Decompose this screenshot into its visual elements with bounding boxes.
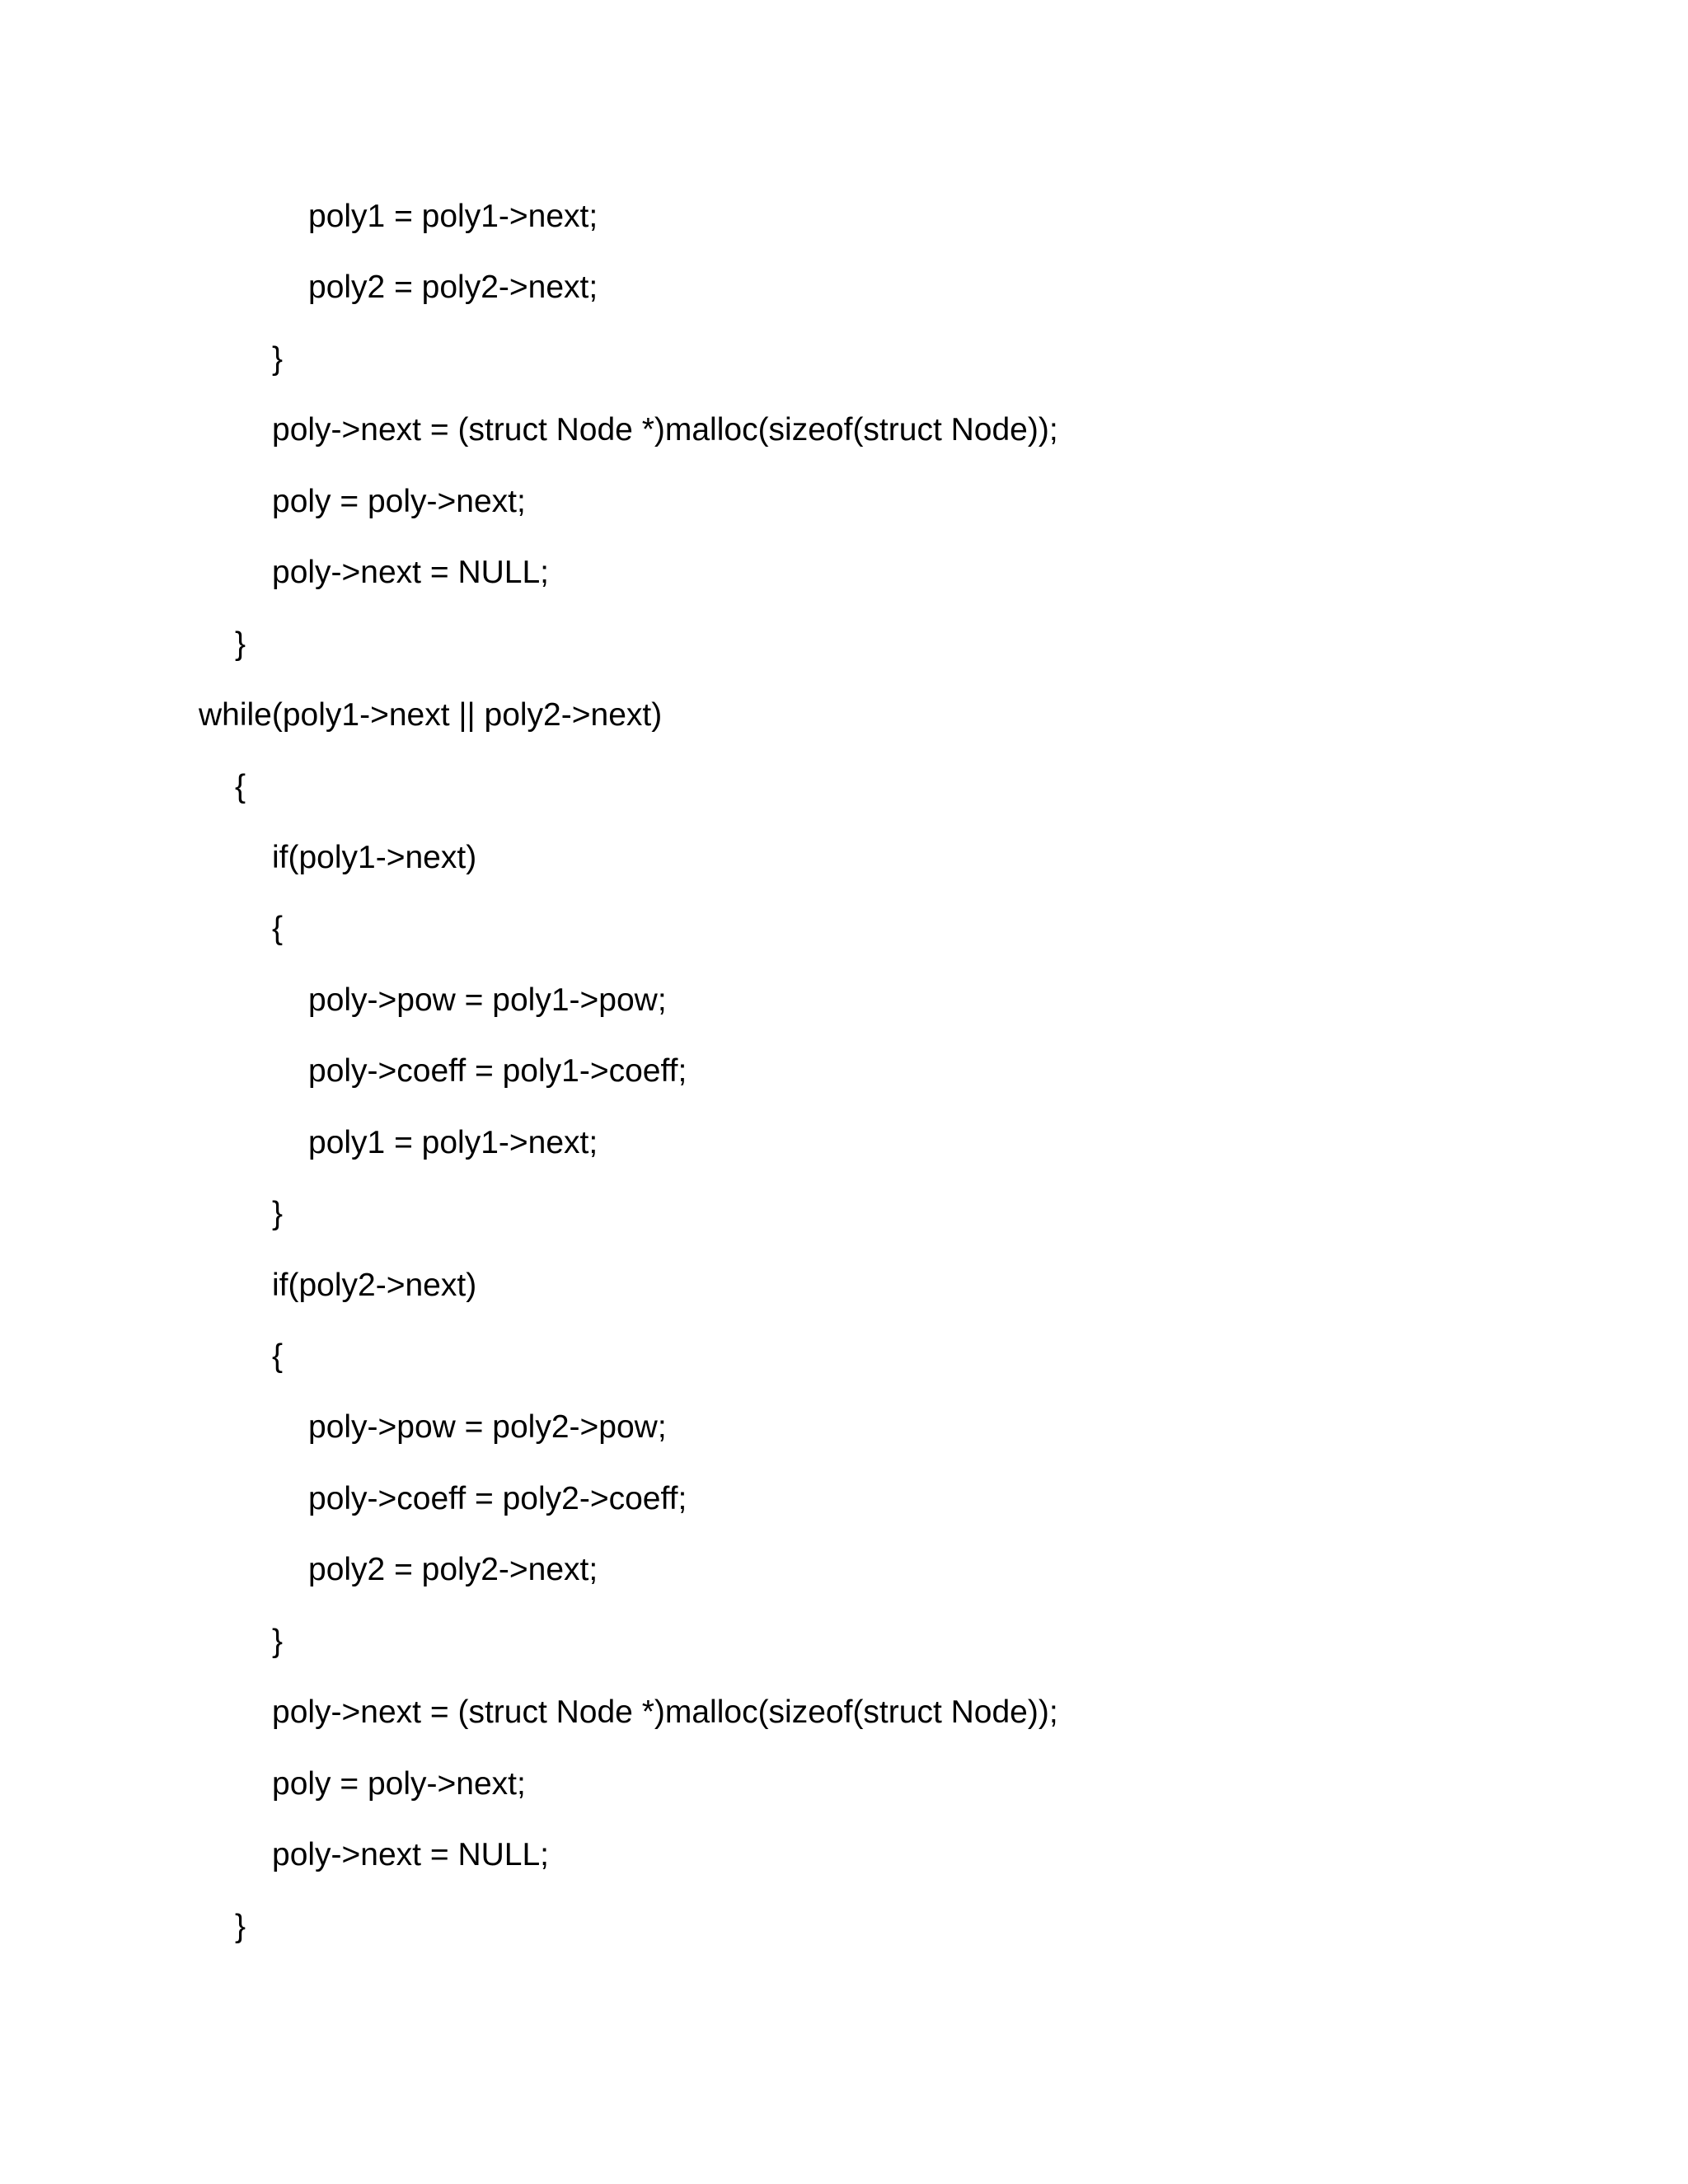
code-line: }: [272, 340, 284, 377]
code-line: poly->pow = poly1->pow;: [308, 982, 667, 1018]
code-line: }: [272, 1623, 284, 1659]
code-line: {: [272, 1338, 284, 1374]
code-line: poly1 = poly1->next;: [308, 199, 598, 234]
code-line: {: [235, 768, 246, 804]
code-line: if(poly1->next): [272, 839, 477, 875]
code-line: poly->coeff = poly2->coeff;: [308, 1480, 687, 1516]
code-line: if(poly2->next): [272, 1267, 477, 1303]
code-listing: [0, 191, 1688, 1972]
code-line: poly1 = poly1->next;: [308, 1124, 598, 1160]
code-line: poly->pow = poly2->pow;: [308, 1409, 667, 1446]
code-line: poly->next = (struct Node *)malloc(sizeof(struct Node));: [272, 412, 1058, 448]
code-line: poly->next = NULL;: [272, 1837, 550, 1873]
code-line: }: [272, 1196, 284, 1232]
code-line: poly->next = NULL;: [272, 555, 550, 591]
code-line: {: [272, 911, 284, 947]
code-line: poly->next = (struct Node *)malloc(sizeof(struct Node));: [272, 1694, 1058, 1731]
code-line: poly = poly->next;: [272, 1765, 526, 1802]
code-line: poly2 = poly2->next;: [308, 1552, 598, 1588]
code-line: poly->coeff = poly1->coeff;: [308, 1053, 687, 1090]
code-line: while(poly1->next || poly2->next): [199, 697, 663, 733]
code-line: }: [235, 626, 246, 662]
code-line: }: [235, 1908, 246, 1944]
code-line: poly2 = poly2->next;: [308, 269, 598, 306]
code-line: poly = poly->next;: [272, 483, 526, 519]
